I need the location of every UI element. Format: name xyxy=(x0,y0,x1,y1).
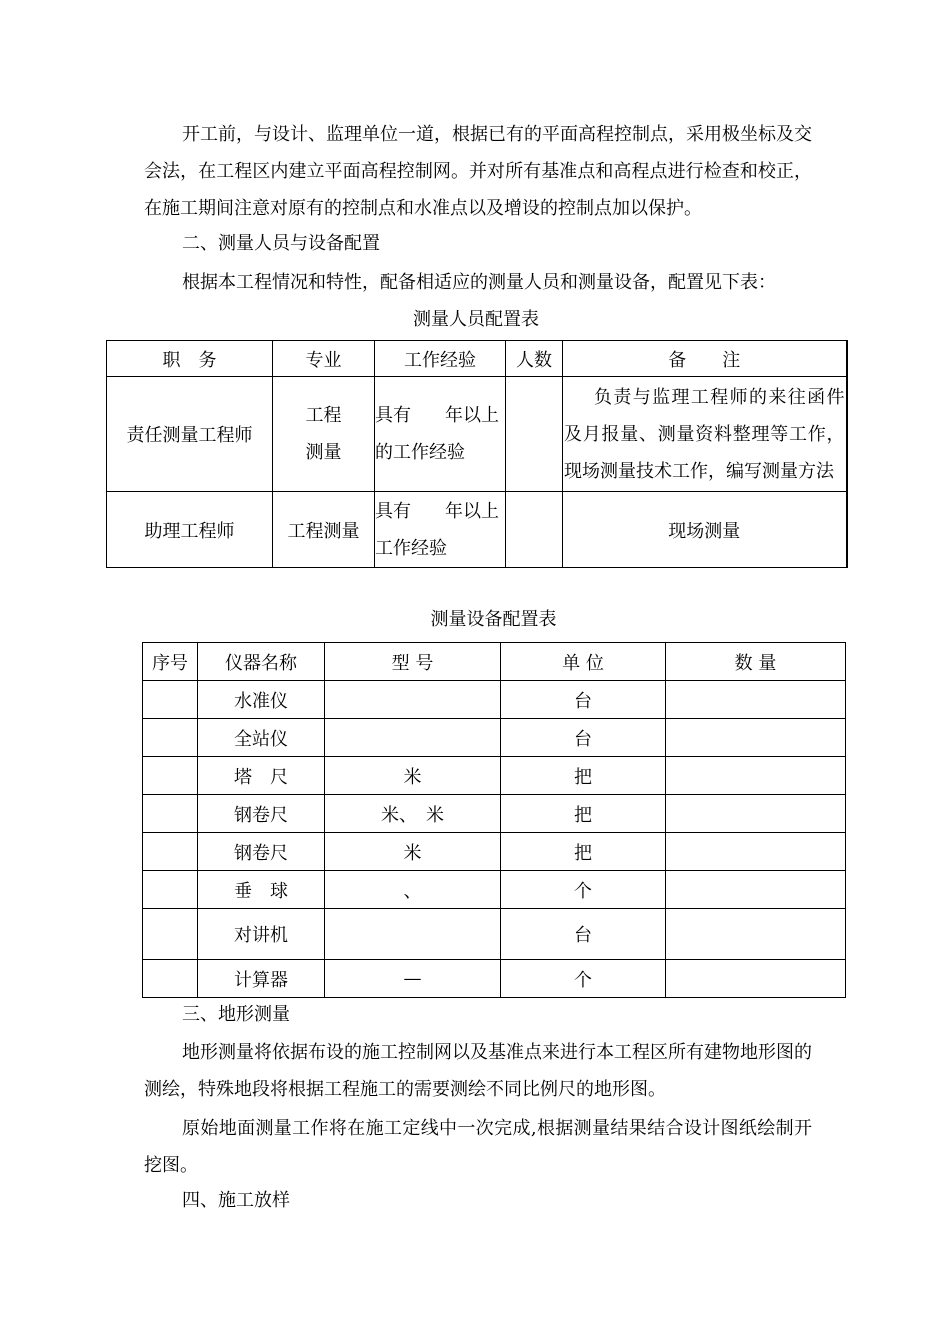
terrain-paragraph: 地形测量将依据布设的施工控制网以及基准点来进行本工程区所有建物地形图的测绘，特殊地段将根据工程施工的需要测绘不同比例尺的地形图。 xyxy=(144,1042,812,1100)
cell-model: 米 xyxy=(325,833,501,871)
cell-no xyxy=(143,719,198,757)
table-row xyxy=(143,833,846,871)
cell-experience-line1 xyxy=(375,493,505,530)
cell-unit: 台 xyxy=(501,909,666,960)
cell-no xyxy=(143,871,198,909)
staff-table-caption: 测量人员配置表 xyxy=(413,309,539,330)
cell-model: 米、 米 xyxy=(325,795,501,833)
cell-count xyxy=(506,377,563,492)
cell-no xyxy=(143,681,198,719)
cell-no xyxy=(143,757,198,795)
equipment-table xyxy=(142,642,846,998)
section-heading-2: 二、测量人员与设备配置 xyxy=(182,233,380,254)
table-row xyxy=(143,795,846,833)
cell-name: 垂 球 xyxy=(198,871,325,909)
table-row xyxy=(143,960,846,998)
cell-model: — xyxy=(325,960,501,998)
cell-experience-line1 xyxy=(375,397,505,434)
cell-model xyxy=(325,909,501,960)
table-row xyxy=(143,681,846,719)
cell-qty xyxy=(666,909,846,960)
cell-note: 现场测量 xyxy=(563,492,847,568)
cell-name: 对讲机 xyxy=(198,909,325,960)
cell-experience xyxy=(375,492,506,568)
staff-header-row xyxy=(107,341,847,377)
table-row xyxy=(143,871,846,909)
cell-name: 钢卷尺 xyxy=(198,833,325,871)
header-model: 型 号 xyxy=(325,643,501,681)
cell-model: 米 xyxy=(325,757,501,795)
cell-major-line1: 工程 xyxy=(305,405,342,426)
section-heading-4: 四、施工放样 xyxy=(182,1190,290,1211)
cell-qty xyxy=(666,960,846,998)
cell-unit: 把 xyxy=(501,795,666,833)
cell-qty xyxy=(666,681,846,719)
cell-note: 负责与监理工程师的来往函件及月报量、测量资料整理等工作，现场测量技术工作，编写测量方法 xyxy=(563,377,847,492)
cell-major-line2: 测量 xyxy=(305,442,342,463)
cell-no xyxy=(143,960,198,998)
section-heading-3: 三、地形测量 xyxy=(182,1004,290,1025)
cell-count xyxy=(506,492,563,568)
cell-major xyxy=(273,377,375,492)
cell-name: 全站仪 xyxy=(198,719,325,757)
intro-paragraph: 开工前，与设计、监理单位一道，根据已有的平面高程控制点，采用极坐标及交会法，在工程区内建立平面高程控制网。并对所有基准点和高程点进行检查和校正，在施工期间注意对原有的控制点和水准点以及增设的控制点加以保护。 xyxy=(144,124,812,219)
staff-table xyxy=(106,340,848,568)
exp-suffix: 年以上 xyxy=(445,500,499,522)
cell-unit: 台 xyxy=(501,681,666,719)
exp-prefix: 具有 xyxy=(375,500,411,522)
header-note: 备 注 xyxy=(563,341,847,377)
ground-survey-paragraph: 原始地面测量工作将在施工定线中一次完成,根据测量结果结合设计图纸绘制开挖图。 xyxy=(144,1118,812,1176)
exp-suffix: 年以上 xyxy=(445,405,499,426)
cell-qty xyxy=(666,757,846,795)
header-post: 职 务 xyxy=(107,341,273,377)
cell-no xyxy=(143,795,198,833)
equip-header-row xyxy=(143,643,846,681)
cell-qty xyxy=(666,871,846,909)
equip-table-caption: 测量设备配置表 xyxy=(430,609,557,630)
header-major: 专业 xyxy=(273,341,375,377)
table-row xyxy=(143,909,846,960)
cell-unit: 台 xyxy=(501,719,666,757)
cell-post: 责任测量工程师 xyxy=(107,377,273,492)
header-no: 序号 xyxy=(143,643,198,681)
config-paragraph: 根据本工程情况和特性，配备相适应的测量人员和测量设备，配置见下表： xyxy=(182,272,776,293)
cell-model xyxy=(325,719,501,757)
cell-major: 工程测量 xyxy=(273,492,375,568)
table-row xyxy=(107,377,847,492)
cell-name: 水准仪 xyxy=(198,681,325,719)
cell-name: 计算器 xyxy=(198,960,325,998)
cell-name: 钢卷尺 xyxy=(198,795,325,833)
table-row xyxy=(107,492,847,568)
cell-model xyxy=(325,681,501,719)
cell-experience-line2: 的工作经验 xyxy=(375,442,465,463)
cell-qty xyxy=(666,719,846,757)
cell-experience-line2: 工作经验 xyxy=(375,537,447,559)
cell-experience xyxy=(375,377,506,492)
cell-qty xyxy=(666,833,846,871)
header-unit: 单 位 xyxy=(501,643,666,681)
table-row xyxy=(143,719,846,757)
cell-name: 塔 尺 xyxy=(198,757,325,795)
cell-no xyxy=(143,909,198,960)
cell-unit: 个 xyxy=(501,871,666,909)
cell-unit: 把 xyxy=(501,757,666,795)
cell-model: 、 xyxy=(325,871,501,909)
table-row xyxy=(143,757,846,795)
header-experience: 工作经验 xyxy=(375,341,506,377)
cell-unit: 把 xyxy=(501,833,666,871)
header-count: 人数 xyxy=(506,341,563,377)
header-name: 仪器名称 xyxy=(198,643,325,681)
header-qty: 数 量 xyxy=(666,643,846,681)
cell-unit: 个 xyxy=(501,960,666,998)
cell-post: 助理工程师 xyxy=(107,492,273,568)
cell-no xyxy=(143,833,198,871)
exp-prefix: 具有 xyxy=(375,405,411,426)
cell-qty xyxy=(666,795,846,833)
